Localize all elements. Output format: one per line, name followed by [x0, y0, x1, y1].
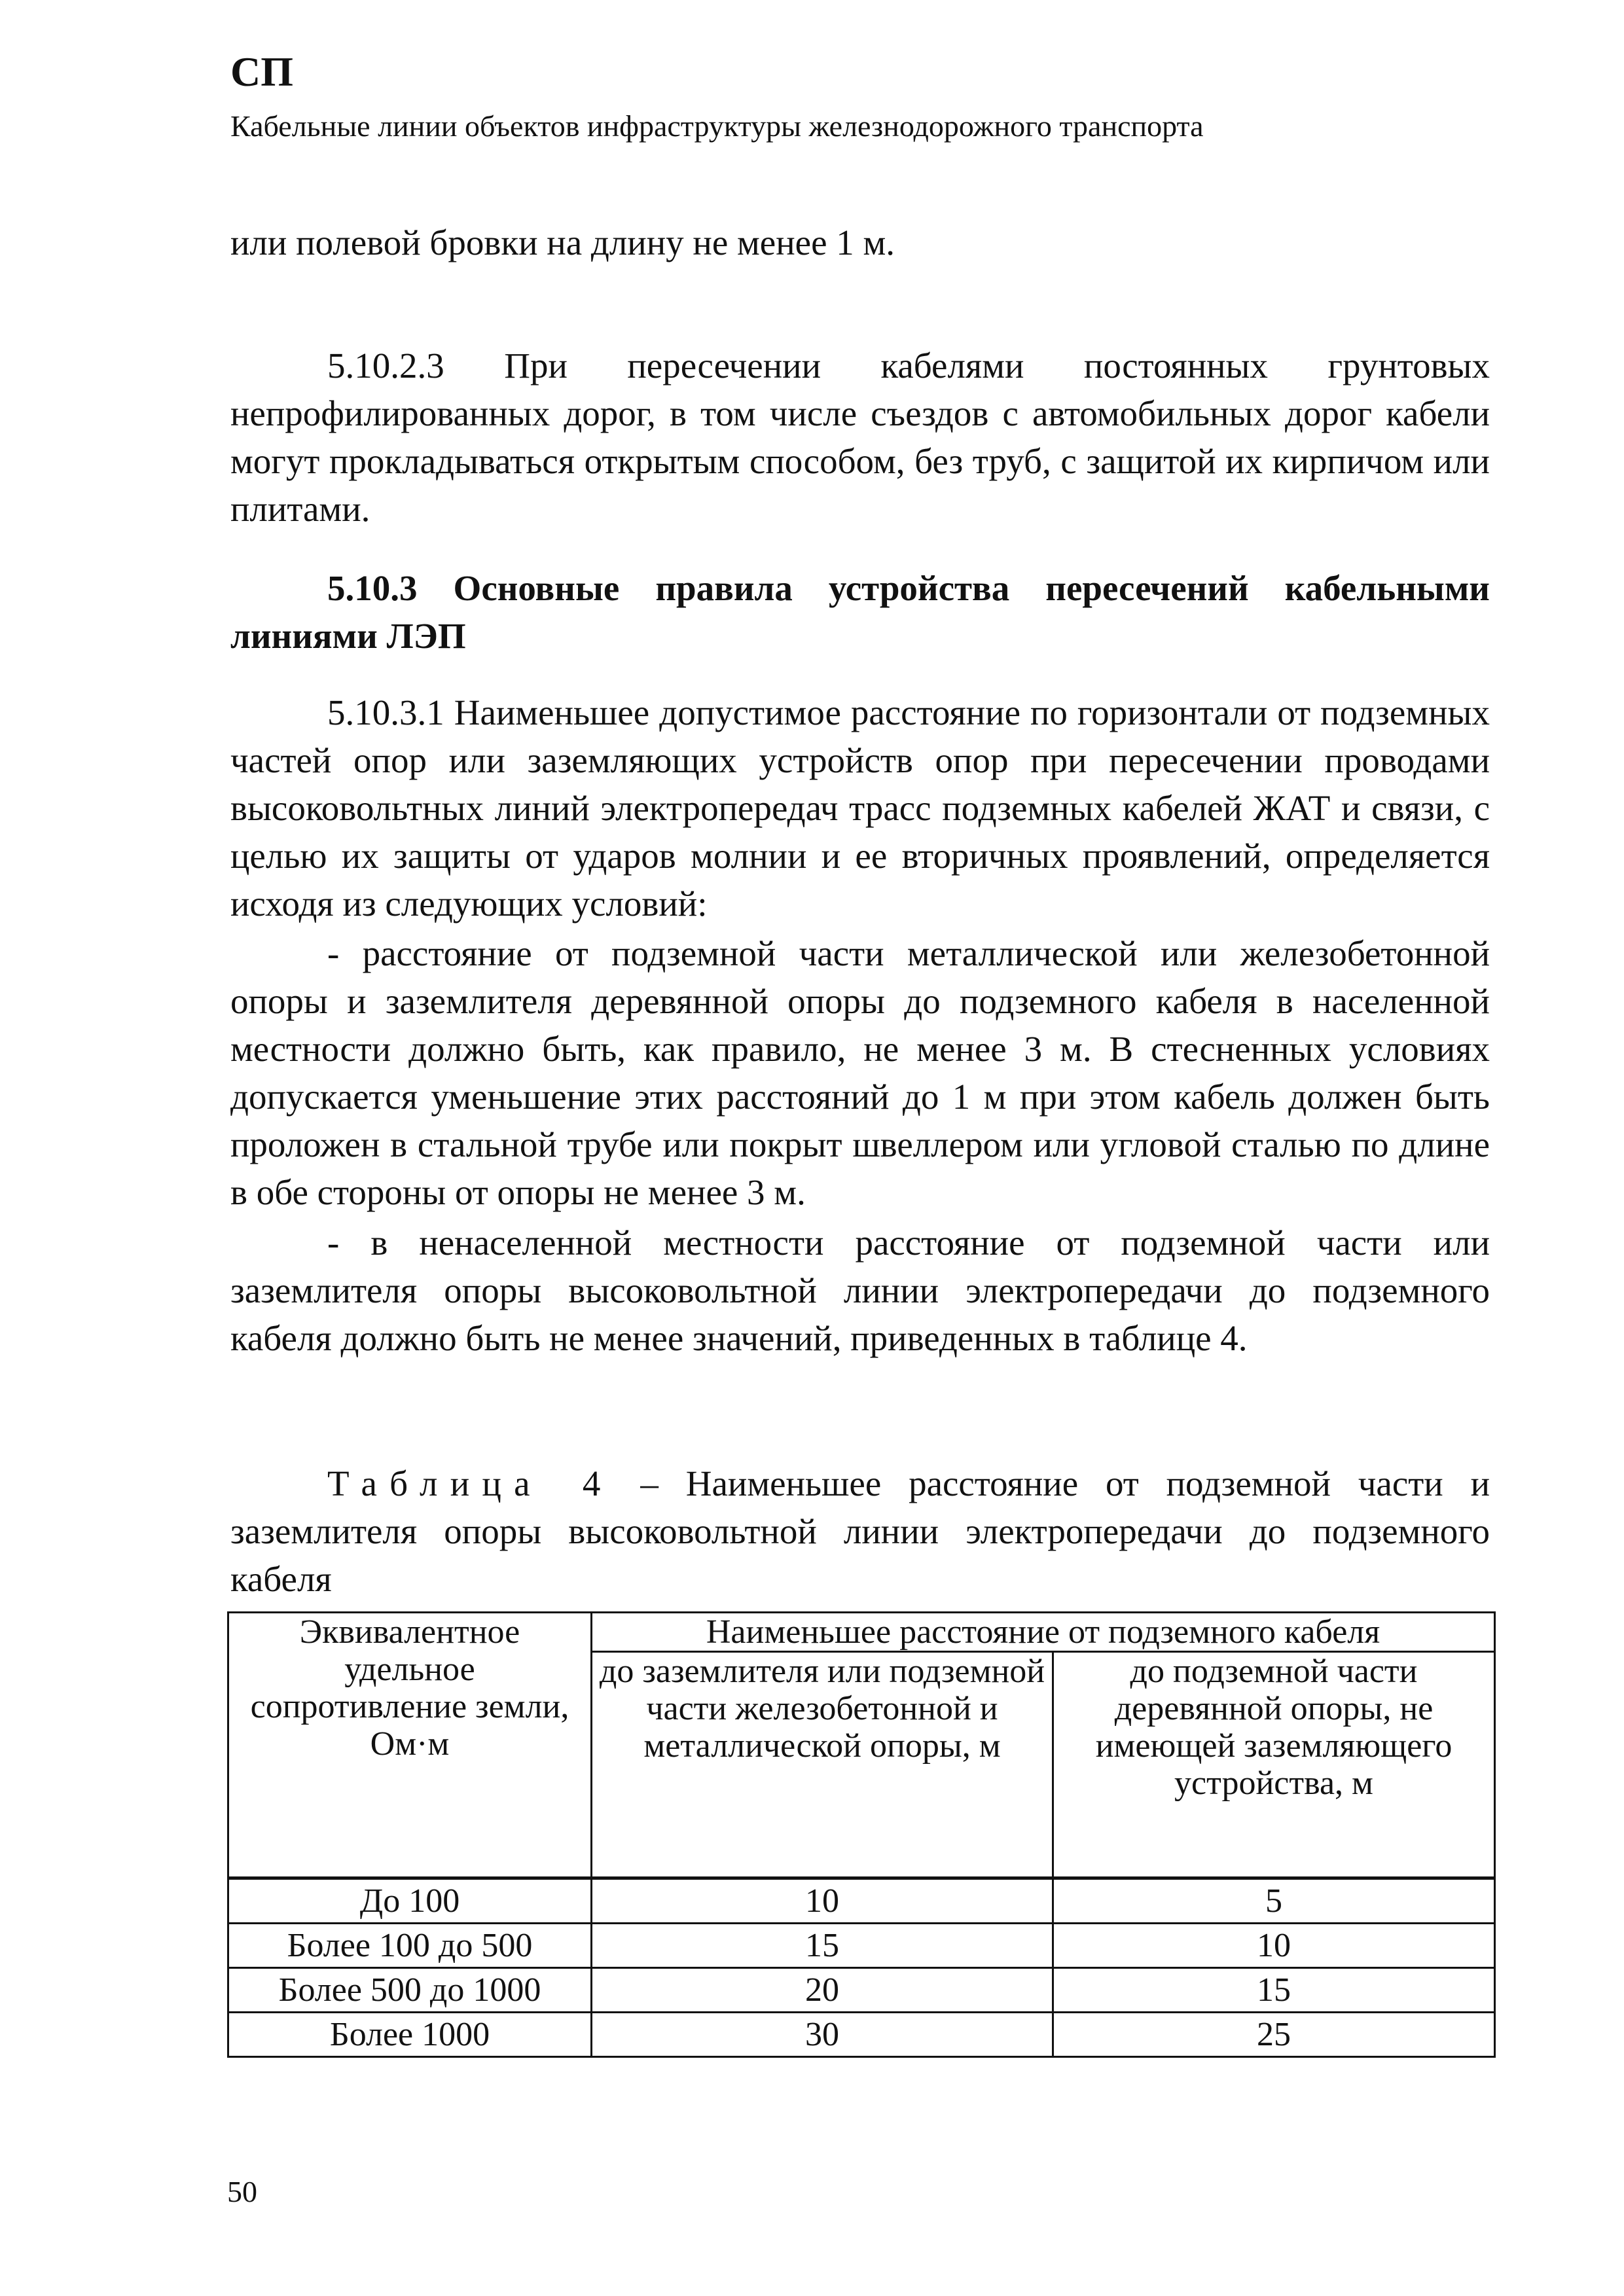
cell-dist-wooden: 15 — [1053, 1968, 1495, 2013]
page-number: 50 — [227, 2175, 257, 2208]
table-row — [228, 1878, 1495, 1924]
table-row — [228, 1968, 1495, 2013]
table-row — [228, 2013, 1495, 2057]
table-4 — [227, 1611, 1496, 2058]
table-header-row — [228, 1613, 1495, 1652]
paragraph-populated-area: - расстояние от подземной части металлической или железобетонной опоры и заземлителя деревянной опоры до подземного кабеля в населенной местности должно быть, как правило, не менее 3 м. В стесненных условиях допускается уменьшение этих расстояний до 1 м при этом кабель должен быть проложен в стальной трубе или покрыт швеллером или угловой сталью по длине в обе стороны от опоры не менее 3 м. — [230, 933, 1490, 1212]
document-title: Кабельные линии объектов инфраструктуры железнодорожного транспорта — [230, 109, 1204, 143]
paragraph-continuation: или полевой бровки на длину не менее 1 м. — [230, 223, 895, 262]
document-code: СП — [230, 48, 293, 95]
paragraph-5-10-2-3: 5.10.2.3 При пересечении кабелями постоянных грунтовых непрофилированных дорог, в том числе съездов с автомобильных дорог кабели могут прокладываться открытым способом, без труб, с защитой их кирпичом или плитами. — [230, 346, 1490, 529]
header-group-distance: Наименьшее расстояние от подземного кабеля — [592, 1613, 1495, 1652]
paragraph-5-10-3-1: 5.10.3.1 Наименьшее допустимое расстояние по горизонтали от подземных частей опор или заземляющих устройств опор при пересечении проводами высоковольтных линий электропередач трасс подземных кабелей ЖАТ и связи, с целью их защиты от ударов молнии и ее вторичных проявлений, определяется исходя из следующих условий: — [230, 692, 1490, 924]
header-wooden-support: до подземной части деревянной опоры, не имеющей заземляющего устройства, м — [1053, 1652, 1495, 1878]
cell-resistance: Более 100 до 500 — [228, 1924, 592, 1968]
paragraph-unpopulated-area: - в ненаселенной местности расстояние от подземной части или заземлителя опоры высоковольтной линии электропередачи до подземного кабеля должно быть не менее значений, приведенных в таблице 4. — [230, 1223, 1490, 1358]
cell-resistance: Более 500 до 1000 — [228, 1968, 592, 2013]
table-caption-text: – Наименьшее расстояние от подземной части и заземлителя опоры высоковольтной линии электропередачи до подземного кабеля — [230, 1463, 1490, 1599]
cell-dist-grounded: 10 — [592, 1878, 1053, 1924]
cell-dist-grounded: 30 — [592, 2013, 1053, 2057]
table-row — [228, 1924, 1495, 1968]
table-caption-label: Таблица 4 — [327, 1463, 613, 1503]
cell-resistance: До 100 — [228, 1878, 592, 1924]
cell-dist-wooden: 10 — [1053, 1924, 1495, 1968]
header-resistance: Эквивалентное удельное сопротивление земли, Ом·м — [228, 1613, 592, 1878]
header-grounded-support: до заземлителя или подземной части железобетонной и металлической опоры, м — [592, 1652, 1053, 1878]
cell-dist-grounded: 15 — [592, 1924, 1053, 1968]
cell-dist-wooden: 25 — [1053, 2013, 1495, 2057]
table-caption — [230, 1460, 1490, 1603]
section-heading-5-10-3: 5.10.3 Основные правила устройства пересечений кабельными линиями ЛЭП — [230, 568, 1490, 656]
cell-dist-wooden: 5 — [1053, 1878, 1495, 1924]
cell-resistance: Более 1000 — [228, 2013, 592, 2057]
cell-dist-grounded: 20 — [592, 1968, 1053, 2013]
